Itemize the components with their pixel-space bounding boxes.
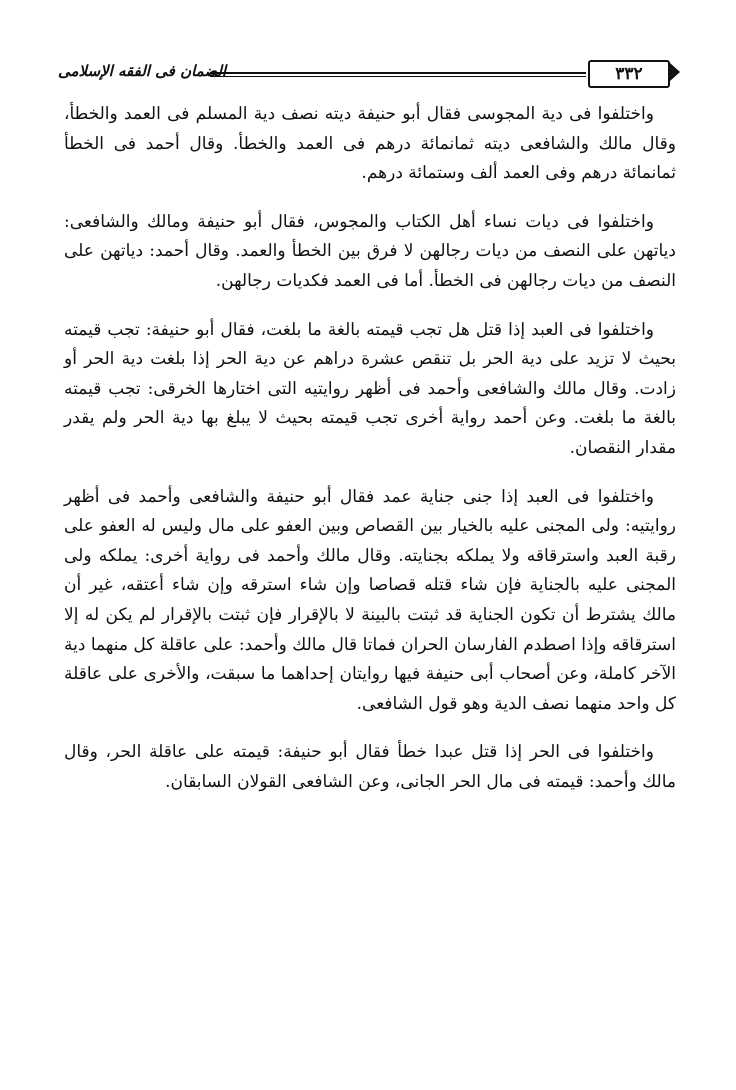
page-number: ٣٣٢ bbox=[615, 64, 643, 84]
header-title: الضمان فى الفقه الإسلامى bbox=[58, 62, 227, 80]
paragraph: واختلفوا فى دية المجوسى فقال أبو حنيفة ديته نصف دية المسلم فى العمد والخطأ، وقال مالك والشافعى ديته ثمانمائة درهم فى العمد والخطأ. وقال أحمد فى الخطأ ثمانمائة درهم وفى العمد ألف وستمائة درهم. bbox=[64, 104, 676, 184]
paragraph: واختلفوا فى العبد إذا قتل هل تجب قيمته بالغة ما بلغت، فقال أبو حنيفة: تجب قيمته بحيث لا تزيد على دية الحر بل تنقص عشرة دراهم عن دية الحر إذا بلغت دية الحر أو زادت. وقال مالك والشافعى وأحمد فى أظهر روايتيه التى اختارها الخرقى: تجب قيمته بالغة ما بلغت. وعن أحمد رواية أخرى تجب قيمته بحيث لا يبلغ بها دية الحر ولم يقدر مقدار النقصان. bbox=[64, 319, 676, 458]
header-rule bbox=[210, 72, 586, 77]
paragraph: واختلفوا فى ديات نساء أهل الكتاب والمجوس، فقال أبو حنيفة ومالك والشافعى: دياتهن على النصف من ديات رجالهن لا فرق بين الخطأ والعمد. وقال أحمد: دياتهن على النصف من ديات رجالهن فى الخطأ. أما فى العمد فكديات رجالهن. bbox=[64, 211, 676, 291]
paragraph: واختلفوا فى الحر إذا قتل عبدا خطأ فقال أبو حنيفة: قيمته على عاقلة الحر، وقال مالك وأحمد: قيمته فى مال الحر الجانى، وعن الشافعى القولان السابقان. bbox=[64, 742, 676, 792]
page-number-arrow-icon bbox=[670, 63, 680, 81]
running-header bbox=[58, 60, 678, 86]
page-number-box bbox=[588, 60, 670, 88]
body-text bbox=[64, 100, 676, 816]
paragraph: واختلفوا فى العبد إذا جنى جناية عمد فقال أبو حنيفة والشافعى وأحمد فى أظهر روايتيه: ولى المجنى عليه بالخيار بين القصاص وبين العفو على مال وليس له العفو على رقبة العبد واسترقاقه ولا يملكه بجنايته. وقال مالك وأحمد فى رواية أخرى: يملكه ولى المجنى عليه بالجناية فإن شاء قتله قصاصا وإن شاء استرقه وإن شاء أعتقه، غير أن مالك يشترط أن تكون الجناية قد ثبتت بالبينة لا بالإقرار فإن ثبتت بالإقرار لم يكن له إلا استرقاقه وإذا اصطدم الفارسان الحران فماتا قال مالك وأحمد: على عاقلة كل منهما دية الآخر كاملة، وعن أصحاب أبى حنيفة فيها روايتان إحداهما ما سبقت، والأخرى على عاقلة كل واحد منهما نصف الدية وهو قول الشافعى. bbox=[64, 486, 676, 714]
